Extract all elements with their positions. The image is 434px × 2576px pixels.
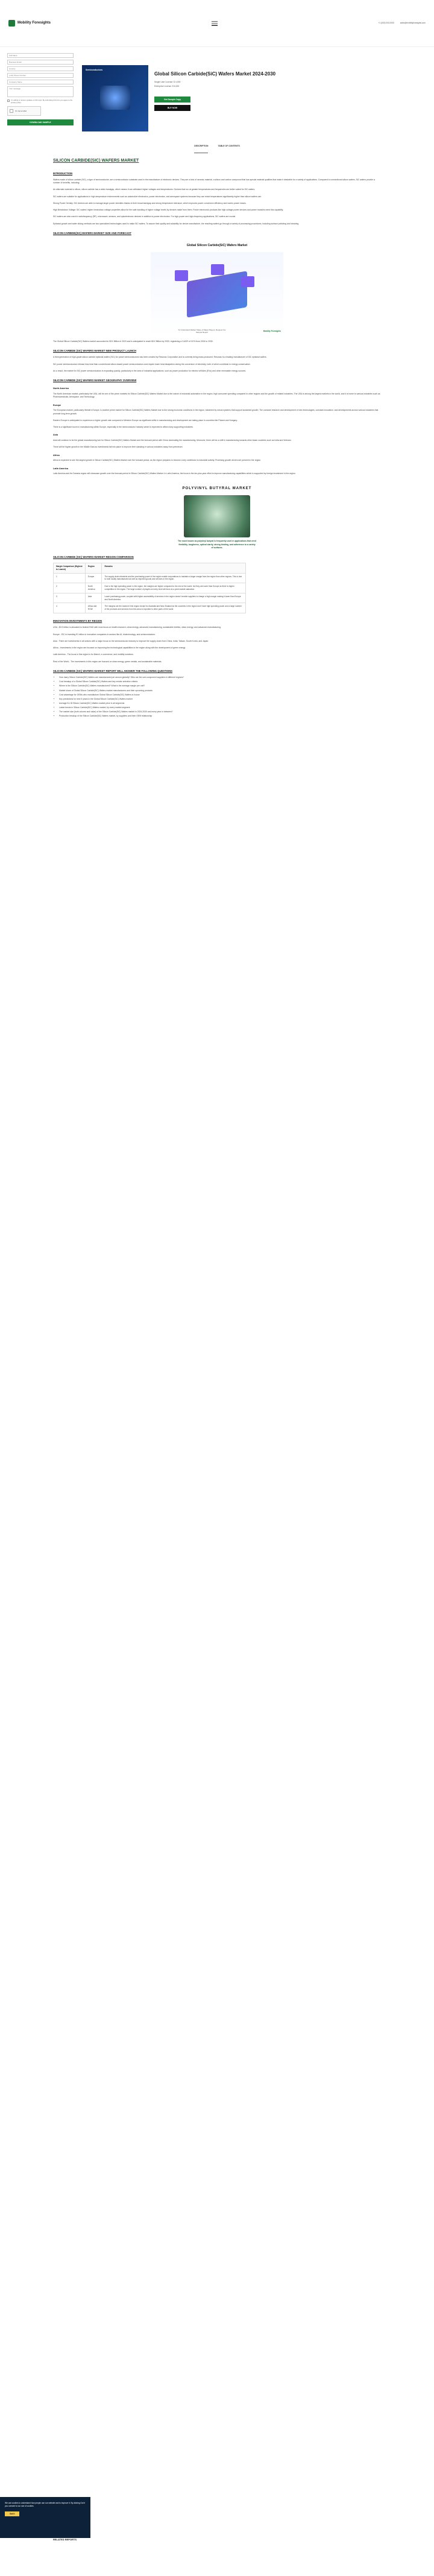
region-comparison-table [53, 563, 246, 613]
size-heading: SILICON CARBIDE(SIC) WAFERS MARKET SIZE AND FORECAST [53, 231, 131, 235]
table-cell: The margins are the lowest in this region except for Australia and New Zealand as the countries in the region don't have high spending power and a large number of the products and services from this area is exported to other parts of the world. [102, 603, 246, 613]
region-heading: Asia [53, 434, 58, 437]
paragraph: A third generation of high-grade silicon carbide epitaxial wafers (SiC) for power semiconductors has been created by Resonac Corporation and is currently being mass-produced. Resonac is a leading manufacturer of SiC epitaxial wafers. [53, 356, 267, 359]
cover-label: Semiconductors [86, 69, 103, 71]
related-reports-heading: RELATED REPORTS [53, 2538, 77, 2541]
paragraph: Rest of the World - The investments in this region are focused on clean energy, green metals, and sustainable materials. [53, 660, 162, 663]
comparison-heading: SILICON CARBIDE (SIC) WAFERS MARKET REGION COMPARISON [53, 555, 134, 559]
consent-row [7, 99, 74, 104]
tab-bar [53, 145, 381, 153]
table-header: Margin Comparison (Highest to Lowest) [54, 563, 86, 574]
download-sample-button[interactable]: DOWNLOAD SAMPLE [7, 119, 74, 125]
table-header-row [54, 563, 246, 574]
isometric-block [211, 264, 224, 275]
table-cell: Asia [85, 593, 102, 603]
region-heading: Europe [53, 403, 61, 407]
paragraph: Africa is expected to see the largest growth in Silicon Carbide(SiC) Wafers Market over the forecast period, as the region prepares to become a key contributor to industrial activity. Promising growth drivers are present in the region. [53, 459, 262, 462]
market-infographic [151, 252, 283, 337]
header-phone[interactable]: +1 (000) 000-0000 [378, 22, 394, 25]
figure-caption: To Understand Market Share of Major Players, Request For Sample Report [178, 328, 226, 334]
paragraph: An alternate material to silicon, silicon carbide has a wider bandgap, which means it can withstand higher voltages and temperatures. Devices that run at greater temperatures and frequencies are better suited for SiC wafers. [53, 188, 256, 191]
intro-heading: INTRODUCTION [53, 171, 73, 175]
list-item: • Production breakup of the Silicon Carbide(SiC) Wafers market, by suppliers and their OEM relationship [59, 715, 381, 718]
header-email[interactable]: sales@mobilityforesights.com [400, 22, 426, 25]
message-input[interactable] [7, 86, 74, 97]
table-cell: The supply chain elements and the purchasing power in the region enable corporations to maintain a larger margin from the region than other regions. This is due to both locally manufactured as well as imported goods and services in the region. [102, 573, 246, 583]
paragraph: SiC wafers are suitable for applications in high-temperature environments such as automotive electronics, power electronics, and aerospace systems because they can resist temperatures significantly higher than silicon wafers can. [53, 195, 262, 198]
list-item: • Key predictions for next 5 years in the Global Silicon Carbide(SiC) Wafers market [59, 698, 381, 701]
isometric-platform [187, 271, 247, 318]
paragraph: There will be higher growth in the Middle East as investments fall into place to improve their standing in various industries away from petroleum. [53, 446, 183, 449]
captcha-checkbox[interactable] [10, 109, 13, 113]
list-item: • Cost breakup of a Global Silicon Carbide(SiC) Wafers and key vendor selection criteria [59, 680, 381, 683]
paragraph: USA - $3.9 trillion is allocated to federal R&D with most focus on health research, clean energy, advanced manufacturing, sustainable textiles, clean energy, and advanced manufacturing. [53, 626, 221, 629]
hamburger-menu-icon[interactable] [212, 21, 218, 26]
list-item: • Cost advantage for OEMs who manufacture Global Silicon Carbide(SiC) Wafers in-house [59, 694, 381, 697]
paragraph: Africa - Investments in the region are focused on improving the technological capabilities in the region along with the development of green energy. [53, 647, 186, 650]
company-input[interactable] [7, 80, 74, 84]
region-heading: North America [53, 387, 69, 390]
ad-banner-caption: The most known as polyvinyl butyral is frequently used in applications that need flexibility, toughness, optical clarity, strong binding, and adherence to a variety of surfaces. [178, 540, 256, 549]
table-header: Region [85, 563, 102, 574]
table-cell: Lower purchasing power, coupled with higher accessibility of services in the region doesn't enable suppliers to charge a high margin making it lower than Europe and North America. [102, 593, 246, 603]
table-cell: North America [85, 583, 102, 593]
figure-brand: Mobility Foresights [263, 329, 281, 332]
list-item: • The market size (both volume and value) of the Silicon Carbide(SiC) Wafers market in 2024-2030 and every year in between? [59, 710, 381, 714]
launch-heading: SILICON CARBIDE (SIC) WAFERS MARKET NEW PRODUCT LAUNCH [53, 349, 136, 352]
logo[interactable] [8, 20, 51, 27]
table-row [54, 573, 246, 583]
paragraph: SiC power semiconductors release less heat than conventional silicon-based power semiconductors and require lower heat dissipation during the conversion of electricity, both of which contribute to energy conservation. [53, 362, 251, 366]
paragraph: SiC wafers are also used in radiofrequency (RF), microwave, sensors, and optoelectronic devices in addition to power electronics. For high-power and high-frequency applications, SiC wafers are crucial. [53, 215, 236, 218]
country-input[interactable] [7, 66, 74, 71]
paragraph: The European market, particularly Western Europe, is another prime market for Silicon Carbide(SiC) Wafers Market due to the strong economic conditions in the region, bolstered by robust systems that support sustained growth. The constant research and development of new technologies, constant innovation, and developments across various industries that promote long-term growth. [53, 409, 379, 415]
paragraph: There is a significant boom in manufacturing within Europe, especially in the semiconductor industry which is expected to affect many supporting industries. [53, 426, 193, 429]
table-row [54, 603, 246, 613]
consent-text: I'm willing to receive updates on this topic. By submitting this form you agree to the privacy policy. [11, 99, 73, 104]
captcha-label: I'm not a robot [15, 110, 27, 113]
region-heading: Latin America [53, 467, 68, 470]
paragraph: Strong Power Density: SiC devices are able to manage larger power densities thanks to their broad bandgap and strong temperature tolerance, which improves power conversion efficiency and lowers power losses. [53, 201, 247, 204]
email-input[interactable] [7, 60, 74, 65]
region-heading: Africa [53, 454, 60, 457]
table-header: Remarks [102, 563, 246, 574]
header-contact [378, 22, 426, 25]
captcha [7, 106, 41, 116]
paragraph: Asia will continue to be the global manufacturing hub for Silicon Carbide(SiC) Wafers Market and the forecast period with China dominating the manufacturing. Moreover, there will be a shift in manufacturing towards other Asian countries such as India and Vietnam. [53, 439, 292, 442]
ad-banner-title[interactable]: POLYVINYL BUTYRAL MARKET [182, 487, 252, 491]
list-item: • Where is the Silicon Carbide(SiC) Wafers manufactured? What is the average margin per unit? [59, 685, 381, 688]
table-cell: Africa and ROW [85, 603, 102, 613]
table-row [54, 593, 246, 603]
paragraph: The North American market, particularly the USA, will be one of the prime markets for Silicon Carbide(SiC) Wafers Market due to the nature of industrial automation in the region, high consumer spending compared to other regions and the growth of related industries. The USA is among the largest markets in the world, and it is home to various industries such as Pharmaceuticals, Aerospace, and Technology. [53, 393, 380, 399]
paragraph: Latin America and its Oceania region will showcase growth over the forecast period in Silicon Carbide(SiC) Wafers Market. In Latin America, the focus is the ten-plus-year effort to improve manufacturing capabilities which is supported by foreign investment in the region. [53, 472, 296, 475]
table-row [54, 583, 246, 593]
paragraph: Asia - There are investments in all sectors with a major focus on the semiconductor industry to improve the supply chain from China, India, Taiwan, South Korea, and Japan. [53, 639, 209, 642]
tab-description[interactable]: DESCRIPTION [194, 145, 208, 153]
table-cell: 3 [54, 593, 86, 603]
paragraph: The Global Silicon Carbide(SiC) Wafers market accounted for $XX Billion in 2023 and is anticipated to reach $XX Billion by 2030, registering a CAGR of XX% from 2024 to 2030. [53, 340, 213, 343]
faq-list [59, 676, 381, 718]
paragraph: High Breakdown Voltage: SiC wafers' higher breakdown voltage properties allow for the safe handling of higher voltage levels by devices made from them. Power electronics products like high-voltage power devices and power modules need this capability. [53, 209, 284, 212]
cookie-banner [0, 2497, 90, 2538]
isometric-block [175, 270, 188, 281]
list-item: • Average B-2-B Silicon Carbide(SiC) Wafers market price in all segments [59, 702, 381, 705]
logo-text: Mobility Foresights [17, 21, 51, 25]
list-item: • Latest trends in Silicon Carbide(SiC) Wafers market, by every market segment [59, 706, 381, 709]
paragraph: As a result, the market for SiC power semiconductors is expanding quickly, particularly in the area of industrial applications, such as power production for electric vehicles (EVs) and other renewable energy sources. [53, 369, 247, 372]
single-user-price: Single User License: $ 4,000 [154, 80, 181, 83]
report-cover [82, 65, 148, 131]
table-cell: Europe [85, 573, 102, 583]
consent-checkbox[interactable] [7, 100, 10, 102]
paragraph: Eastern Europe is anticipated to experience a higher growth rate compared to Western Europe as significant shifts in manufacturing and development are taking place in countries like Poland and Hungary. [53, 419, 237, 422]
faq-heading: SILICON CARBIDE (SIC) WAFERS MARKET REPORT WILL ANSWER THE FOLLOWING QUESTIONS [53, 669, 172, 672]
logo-mark-icon [8, 20, 15, 27]
table-cell: 2 [54, 583, 86, 593]
ad-banner-image[interactable] [184, 495, 250, 537]
geo-heading: SILICON CARBIDE (SIC) WAFERS MARKET GEOGRAPHY OVERVIEW [53, 379, 137, 382]
isometric-block [241, 276, 254, 287]
buy-now-button[interactable]: BUY NOW [154, 105, 190, 111]
investments-heading: INNOVATION INVESTMENTS BY REGION [53, 619, 102, 623]
paragraph: Wafers made of silicon carbide (SiC), a type of semiconductor, are a semiconductor substrate used in the manufacture of electronic devices. They are a kind of ceramic material, a silicon and carbon compound that has special material qualities that make it desirable for a variety of applications. Compared to conventional silicon wafers, SiC wafers provide a number of benefits, including: [53, 178, 375, 185]
main-title: SILICON CARBIDE(SIC) WAFERS MARKET [53, 159, 139, 163]
phone-input[interactable] [7, 73, 74, 78]
table-cell: 4 [54, 603, 86, 613]
enterprise-price: Enterprise License: $ 6,000 [154, 84, 180, 87]
get-sample-button[interactable]: Get Sample Copy [154, 97, 190, 103]
report-title: Global Silicon Carbide(SiC) Wafers Market 2024-2030 [154, 71, 276, 77]
figure-title: Global Silicon Carbide(SiC) Wafers Market [186, 244, 248, 248]
cookie-accept-button[interactable]: Got it [5, 2511, 19, 2517]
paragraph: Latin America - The focus in this region is for fintech, e-commerce, and mobility solutions. [53, 653, 134, 656]
paragraph: Europe - EIC is investing €1 billion in innovative companies in sectors like AI, biotechnology, and semiconductors. [53, 633, 156, 636]
site-header [0, 0, 434, 47]
list-item: • How many Silicon Carbide(SiC) Wafers are manufactured per annum globally? Who are the sub-component suppliers in different regions? [59, 676, 381, 679]
tab-table-of-contents[interactable]: TABLE OF CONTENTS [218, 145, 240, 147]
paragraph: Epitaxial growth and wafer slicing methods are two specialized technologies used to make SiC wafers. To assure their quality and suitability for device manufacture, the resulting wafers go through a variety of processing procedures, including surface polishing and cleaning. [53, 222, 300, 225]
cookie-text: We use cookies to understand how people use our website and to improve it. By clicking Got it you consent to our use of cookies. [5, 2502, 86, 2507]
hero-actions [154, 97, 190, 111]
chip-icon [100, 86, 130, 110]
report-content [0, 145, 434, 719]
full-name-input[interactable] [7, 53, 74, 58]
table-cell: Due to the high spending power in the region, the margins are higher compared to the rest of the world, but they are lower than Europe as there is higher competition in the region. The large number of players at every level will force at a point market saturation. [102, 583, 246, 593]
list-item: • Market share of Global Silicon Carbide(SiC) Wafers market manufacturers and their upcoming products [59, 689, 381, 692]
table-cell: 1 [54, 573, 86, 583]
